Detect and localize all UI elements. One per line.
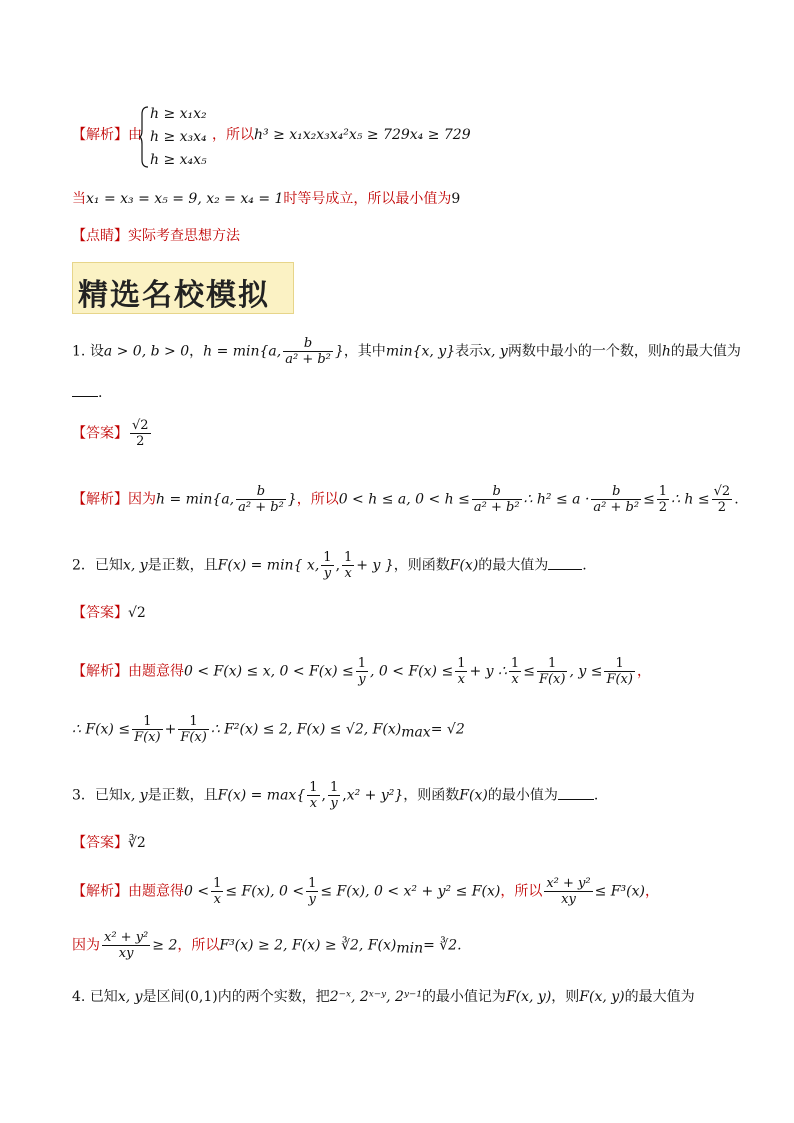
- answer-label: 【答案】: [72, 425, 128, 442]
- jiexi-label: 【解析】: [72, 491, 128, 508]
- banner-title: 精选名校模拟: [78, 278, 270, 313]
- q4-stem: [72, 990, 695, 1004]
- q1-text-a: 设: [89, 343, 104, 360]
- q3-answer-line: [72, 836, 146, 850]
- q2-stem: [72, 550, 587, 581]
- q3-jf1-num: 1: [213, 876, 222, 891]
- q3-jf3-num: x² + y²: [546, 876, 591, 891]
- q2-fdef: F(x) = min{ x,: [217, 557, 320, 574]
- q3-l2f-den: xy: [118, 946, 134, 961]
- q4-interval: (0,1): [184, 989, 218, 1005]
- q1-rf-den: 2: [717, 500, 727, 515]
- q3-f1-num: 1: [309, 780, 318, 795]
- q2-fx: F(x): [449, 557, 479, 574]
- q1-jiexi-e: ≤: [643, 491, 655, 508]
- suoyi-text: ，所以: [212, 127, 254, 143]
- q2-jiexi-c: , 0 < F(x) ≤: [370, 663, 454, 680]
- q1-answer-den: 2: [136, 434, 145, 449]
- q1-jf3-den: a² + b²: [593, 500, 640, 515]
- q1-answer-blank: [72, 384, 98, 397]
- q2-jiexi-a: 由题意得: [128, 663, 184, 680]
- q1-jiexi-b: ，所以: [296, 491, 339, 508]
- q3-ge2: ≥ 2: [152, 937, 178, 954]
- q2-jf4-num: 1: [537, 656, 568, 672]
- dianjing-line: [72, 229, 240, 243]
- q3-suoyi: ，所以: [500, 883, 543, 900]
- q2-comma: ,: [335, 557, 341, 574]
- q2-jf5: [604, 656, 635, 687]
- q1-frac-num: b: [283, 336, 333, 352]
- q1-answer-num: √2: [132, 418, 149, 433]
- q2-f1-den: y: [323, 566, 332, 581]
- q3-fdef: F(x) = max{: [217, 787, 306, 804]
- when-rest: 时等号成立，所以最小值为: [283, 191, 452, 207]
- q1-h-def: h = min{a,: [203, 343, 282, 360]
- q4-fxy: F(x, y): [505, 989, 552, 1005]
- when-math: x₁ = x₃ = x₅ = 9, x₂ = x₄ = 1: [86, 191, 284, 207]
- q2-answer-blank: [548, 557, 582, 570]
- q2-l2-c: = √2: [430, 721, 465, 738]
- q2-jiexi-line2: [72, 714, 465, 745]
- q4-a: 已知: [89, 989, 118, 1005]
- q1-h: h: [661, 343, 671, 360]
- q3-answer: ∛2: [128, 835, 146, 851]
- q2-jf2-num: 1: [457, 656, 466, 671]
- q2-dot: .: [582, 557, 587, 574]
- min-value: 9: [451, 191, 461, 207]
- q1-mid2: 表示: [455, 343, 484, 360]
- q1-minxy: min{x, y}: [385, 343, 456, 360]
- q2-jf4-den: F(x): [538, 672, 566, 687]
- q2-max-sub: max: [401, 724, 431, 741]
- q1-jiexi-c: 0 < h ≤ a, 0 < h ≤: [338, 491, 470, 508]
- q3-a: 已知: [94, 787, 123, 804]
- q1-blank-line: [72, 384, 102, 400]
- q3-min-sub: min: [396, 940, 424, 957]
- q1-result-frac: [712, 484, 733, 515]
- answer-label: 【答案】: [72, 605, 128, 621]
- q2-jiexi-line1: [72, 656, 651, 687]
- when-line: [72, 192, 460, 206]
- q1-jf2-num: b: [472, 484, 522, 500]
- q4-d: 的最小值记为: [421, 989, 506, 1005]
- q3-jiexi-line1: [72, 876, 659, 907]
- q3-jiexi-line2: [72, 930, 462, 961]
- sec0-jiexi-line: [72, 128, 142, 142]
- q1-answer-fraction: [130, 418, 151, 449]
- q1-half: [657, 484, 669, 515]
- q1-jf1-den: a² + b²: [238, 500, 284, 515]
- q2-l2-plus: +: [164, 721, 177, 738]
- q3-f1-den: x: [309, 796, 318, 811]
- q1-jiexi-f: ∴ h ≤: [671, 491, 710, 508]
- dianjing-text: 实际考查思想方法: [128, 228, 240, 244]
- q1-jiexi-frac3: [591, 484, 641, 515]
- q3-jf3: [544, 876, 592, 907]
- q2-frac1: [321, 550, 333, 581]
- q3-zero-lt: 0 <: [184, 883, 210, 900]
- q2-l2f2-den: F(x): [180, 730, 207, 745]
- q2-jf1-num: 1: [357, 656, 367, 671]
- q1-jiexi-line: [72, 484, 739, 515]
- q1-xy: x, y: [483, 343, 508, 360]
- q3-jf1-den: x: [213, 892, 221, 907]
- q3-l2-frac: [102, 930, 150, 961]
- q3-jf1: [211, 876, 223, 907]
- q2-c: ，则函数: [393, 557, 450, 574]
- q3-le-fx2: ≤ F(x), 0 < x² + y² ≤ F(x): [320, 883, 501, 900]
- q2-jf2: [455, 656, 467, 687]
- q3-c: ，则函数: [403, 787, 460, 804]
- q3-answer-blank: [558, 787, 594, 800]
- q3-dot: .: [593, 787, 599, 804]
- q3-b: 是正数，且: [147, 787, 218, 804]
- q2-jf5-num: 1: [604, 656, 635, 672]
- q1-half-den: 2: [658, 500, 668, 515]
- q1-number: 1.: [72, 343, 86, 360]
- q1-mid3: 两数中最小的一个数，则: [507, 343, 662, 360]
- q1-jiexi-frac1: [236, 484, 286, 515]
- q1-jiexi-close: }: [287, 491, 297, 508]
- q1-jiexi-a: 因为: [128, 491, 156, 508]
- q2-jf1-den: y: [358, 672, 366, 687]
- q2-jf3-num: 1: [510, 656, 520, 671]
- q2-a: 已知: [94, 557, 123, 574]
- q3-jf3-den: xy: [561, 892, 576, 907]
- q3-frac1: [307, 780, 319, 811]
- q2-b: 是正数，且: [147, 557, 218, 574]
- q3-comma: ,: [321, 787, 326, 804]
- q3-l2f-num: x² + y²: [104, 930, 149, 945]
- q1-jf1-num: b: [236, 484, 286, 500]
- q1-jf3-num: b: [591, 484, 641, 500]
- q2-jiexi-g: ，: [636, 663, 651, 680]
- q2-jf4: [537, 656, 568, 687]
- q1-mid: ，其中: [343, 343, 386, 360]
- q3-comma2: ,: [342, 787, 347, 804]
- q3-jf2-den: y: [308, 892, 316, 907]
- you-text: 由: [128, 127, 142, 143]
- q3-fx: F(x): [459, 787, 488, 804]
- q2-jiexi-f: , y ≤: [569, 663, 603, 680]
- q1-rf-num: √2: [713, 484, 731, 499]
- q2-answer: √2: [128, 605, 146, 621]
- q3-l2-b: ，所以: [177, 937, 220, 954]
- ineq-math: h³ ≥ x₁x₂x₃x₄²x₅ ≥ 729x₄ ≥ 729: [254, 127, 471, 143]
- q1-jf2-den: a² + b²: [473, 500, 520, 515]
- q2-answer-line: [72, 606, 146, 620]
- q3-le-f3: ≤ F³(x): [594, 883, 645, 900]
- q2-jiexi-e: ≤: [523, 663, 535, 680]
- q3-jf2-num: 1: [308, 876, 317, 891]
- q2-l2f1-num: 1: [132, 714, 163, 730]
- q2-jf3-den: x: [511, 672, 519, 687]
- q4-e: ，则: [551, 989, 580, 1005]
- jiexi-label: 【解析】: [72, 127, 128, 143]
- q3-d: 的最小值为: [487, 787, 558, 804]
- q3-l2-c: F³(x) ≥ 2, F(x) ≥ ∛2, F(x): [219, 937, 397, 954]
- q3-jiexi-a: 由题意得: [128, 883, 184, 900]
- q3-rest: x² + y²}: [346, 787, 404, 804]
- q4-c: 内的两个实数，把: [217, 989, 330, 1005]
- q1-jiexi-frac2: [472, 484, 522, 515]
- q2-l2f1-den: F(x): [134, 730, 161, 745]
- q1-frac-den: a² + b²: [285, 352, 331, 367]
- q2-plus-y: + y }: [356, 557, 394, 574]
- jiexi-label: 【解析】: [72, 663, 128, 680]
- q3-l2-d: = ∛2.: [423, 937, 462, 954]
- q4-f: 的最大值为: [624, 989, 695, 1005]
- q4-b: 是区间: [142, 989, 185, 1005]
- q1-stem: [72, 336, 741, 367]
- q2-xy: x, y: [122, 557, 148, 574]
- q3-tail: ，: [644, 883, 659, 900]
- q2-jf3: [509, 656, 521, 687]
- q3-l2-a: 因为: [72, 937, 100, 954]
- q2-f2-den: x: [344, 566, 352, 581]
- q1-h-close: }: [334, 343, 344, 360]
- q2-d: 的最大值为: [478, 557, 549, 574]
- q1-answer-line: [72, 418, 153, 449]
- q2-l2-frac1: [132, 714, 163, 745]
- system-line-2: h ≥ x₃x₄: [150, 129, 207, 145]
- q1-jiexi-h: h = min{a,: [156, 491, 235, 508]
- q3-f2-num: 1: [329, 780, 339, 795]
- q2-l2f2-num: 1: [178, 714, 209, 730]
- q3-f2-den: y: [330, 796, 338, 811]
- q3-number: 3．: [72, 787, 95, 804]
- q1-fraction: [283, 336, 333, 367]
- q2-jf5-den: F(x): [606, 672, 633, 687]
- q3-le-fx: ≤ F(x), 0 <: [225, 883, 305, 900]
- system-line-1: h ≥ x₁x₂: [150, 106, 207, 122]
- q2-jiexi-d: + y ∴: [469, 663, 507, 680]
- q2-l2-a: ∴ F(x) ≤: [72, 721, 131, 738]
- q1-sep: ，: [189, 343, 204, 360]
- q3-xy: x, y: [122, 787, 148, 804]
- q2-number: 2．: [72, 557, 95, 574]
- q1-half-num: 1: [658, 484, 668, 499]
- q1-cond: a > 0, b > 0: [103, 343, 190, 360]
- q2-f2-num: 1: [344, 550, 353, 565]
- q2-f1-num: 1: [323, 550, 332, 565]
- q1-jiexi-d: ∴ h² ≤ a ·: [523, 491, 590, 508]
- q4-number: 4.: [72, 989, 86, 1005]
- left-brace-icon: [138, 106, 150, 168]
- q3-frac2: [328, 780, 340, 811]
- q2-jiexi-b: 0 < F(x) ≤ x, 0 < F(x) ≤: [184, 663, 354, 680]
- q2-l2-frac2: [178, 714, 209, 745]
- q2-l2-b: ∴ F²(x) ≤ 2, F(x) ≤ √2, F(x): [210, 721, 402, 738]
- q1-dot: .: [98, 385, 103, 401]
- q1-end: 的最大值为: [670, 343, 741, 360]
- jiexi-label: 【解析】: [72, 883, 128, 900]
- dianjing-label: 【点睛】: [72, 228, 128, 244]
- answer-label: 【答案】: [72, 835, 128, 851]
- q2-jf2-den: x: [457, 672, 465, 687]
- q3-stem: [72, 780, 598, 811]
- q3-jf2: [306, 876, 318, 907]
- system-line-3: h ≥ x₄x₅: [150, 152, 207, 168]
- q2-frac2: [342, 550, 354, 581]
- q4-pows: 2⁻ˣ, 2ˣ⁻ʸ, 2ʸ⁻¹: [329, 989, 422, 1005]
- when-text: 当: [72, 191, 86, 207]
- q4-xy: x, y: [117, 989, 143, 1005]
- q1-end-dot: .: [734, 491, 739, 508]
- sec0-ineq-line: [212, 128, 471, 142]
- q2-jf1: [356, 656, 368, 687]
- q4-fxy2: F(x, y): [579, 989, 625, 1005]
